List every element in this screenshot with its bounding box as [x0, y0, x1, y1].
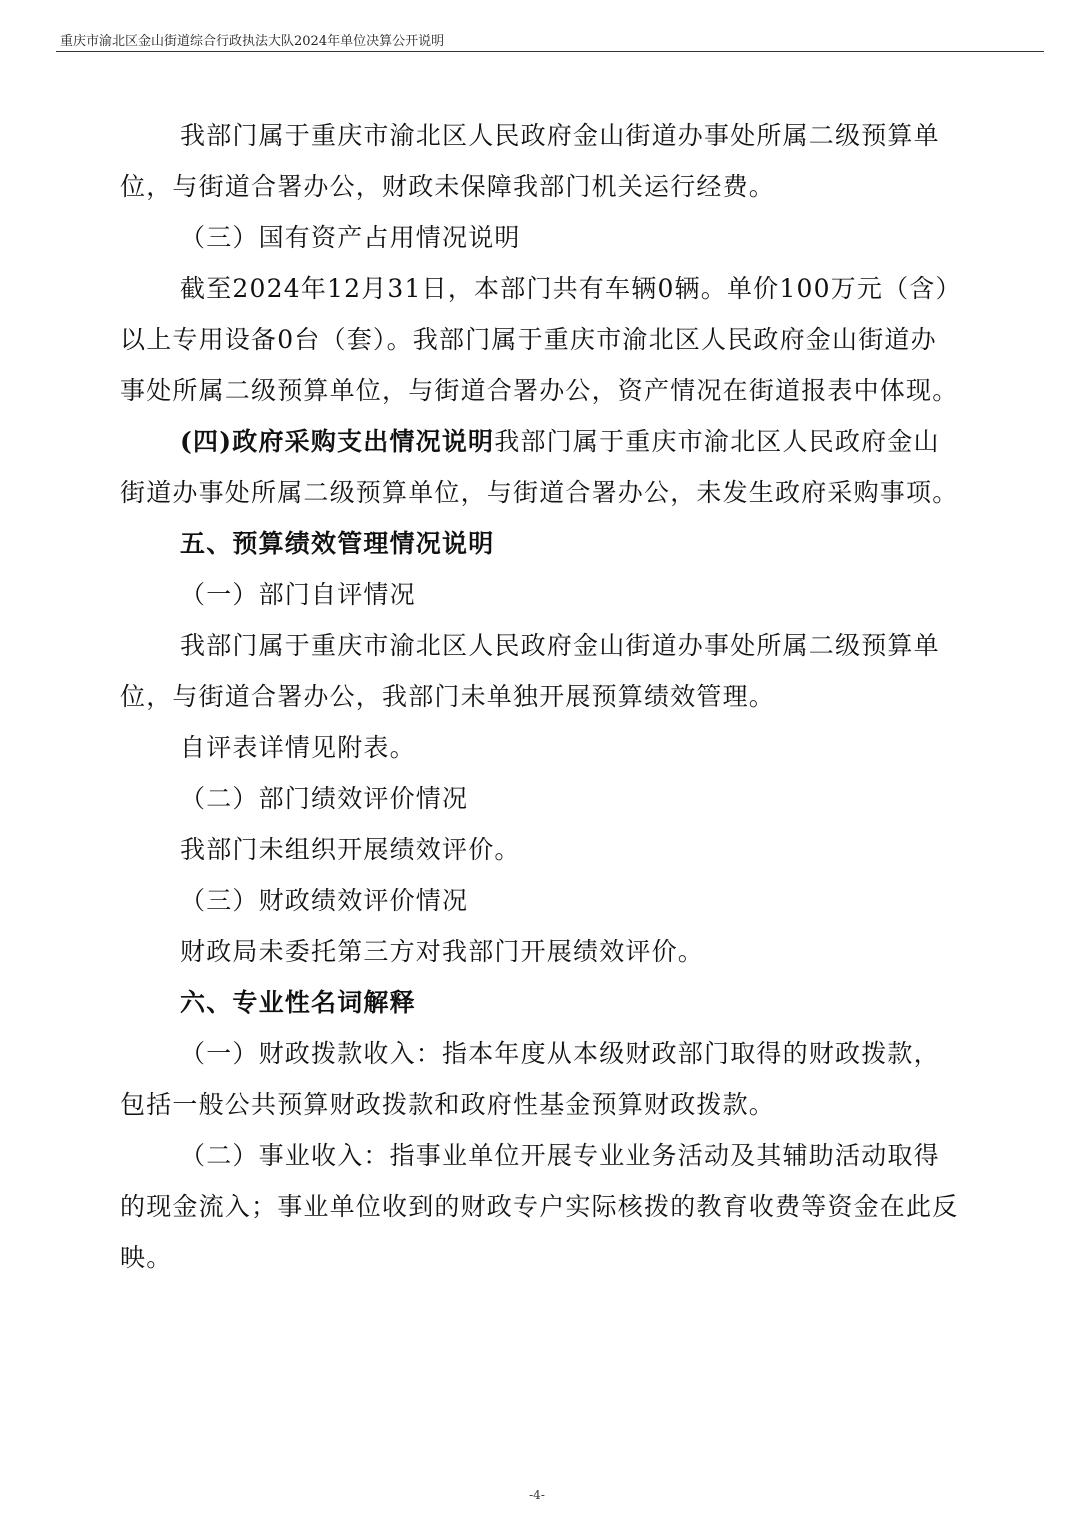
- paragraph-state-assets: 截至2024年12月31日，本部门共有车辆0辆。单价100万元（含）以上专用设备0台（套）。我部门属于重庆市渝北区人民政府金山街道办事处所属二级预算单位，与街道合署办公，资产情况在街道报表中体现。: [120, 274, 959, 405]
- heading-procurement: (四)政府采购支出情况说明: [180, 427, 495, 456]
- section-heading-performance: 五、预算绩效管理情况说明: [180, 529, 495, 558]
- running-header: 重庆市渝北区金山街道综合行政执法大队2024年单位决算公开说明: [60, 34, 445, 49]
- section-heading-glossary: 六、专业性名词解释: [180, 988, 416, 1017]
- paragraph-procurement: [120, 416, 960, 518]
- document-body: [120, 110, 960, 1283]
- heading-self-evaluation: （一）部门自评情况: [180, 580, 416, 609]
- heading-finance-evaluation: （三）财政绩效评价情况: [180, 886, 469, 915]
- paragraph-procurement-body: 我部门属于重庆市渝北区人民政府金山街道办事处所属二级预算单位，与街道合署办公，未发生政府采购事项。: [120, 427, 959, 507]
- paragraph-self-evaluation: 我部门属于重庆市渝北区人民政府金山街道办事处所属二级预算单位，与街道合署办公，我部门未单独开展预算绩效管理。: [120, 631, 940, 711]
- paragraph-attached-table: 自评表详情见附表。: [180, 733, 416, 762]
- page-number: -4-: [529, 1488, 545, 1502]
- header-divider: [56, 51, 1044, 52]
- paragraph-glossary-business-income: （二）事业收入：指事业单位开展专业业务活动及其辅助活动取得的现金流入；事业单位收到的财政专户实际核拨的教育收费等资金在此反映。: [120, 1141, 959, 1272]
- heading-state-assets: （三）国有资产占用情况说明: [180, 223, 521, 252]
- paragraph-glossary-appropriation: （一）财政拨款收入：指本年度从本级财政部门取得的财政拨款，包括一般公共预算财政拨款和政府性基金预算财政拨款。: [120, 1039, 940, 1119]
- paragraph-department-evaluation: 我部门未组织开展绩效评价。: [180, 835, 521, 864]
- paragraph-finance-evaluation: 财政局未委托第三方对我部门开展绩效评价。: [180, 937, 705, 966]
- paragraph-operating-funds: 我部门属于重庆市渝北区人民政府金山街道办事处所属二级预算单位，与街道合署办公，财政未保障我部门机关运行经费。: [120, 121, 940, 201]
- heading-department-evaluation: （二）部门绩效评价情况: [180, 784, 469, 813]
